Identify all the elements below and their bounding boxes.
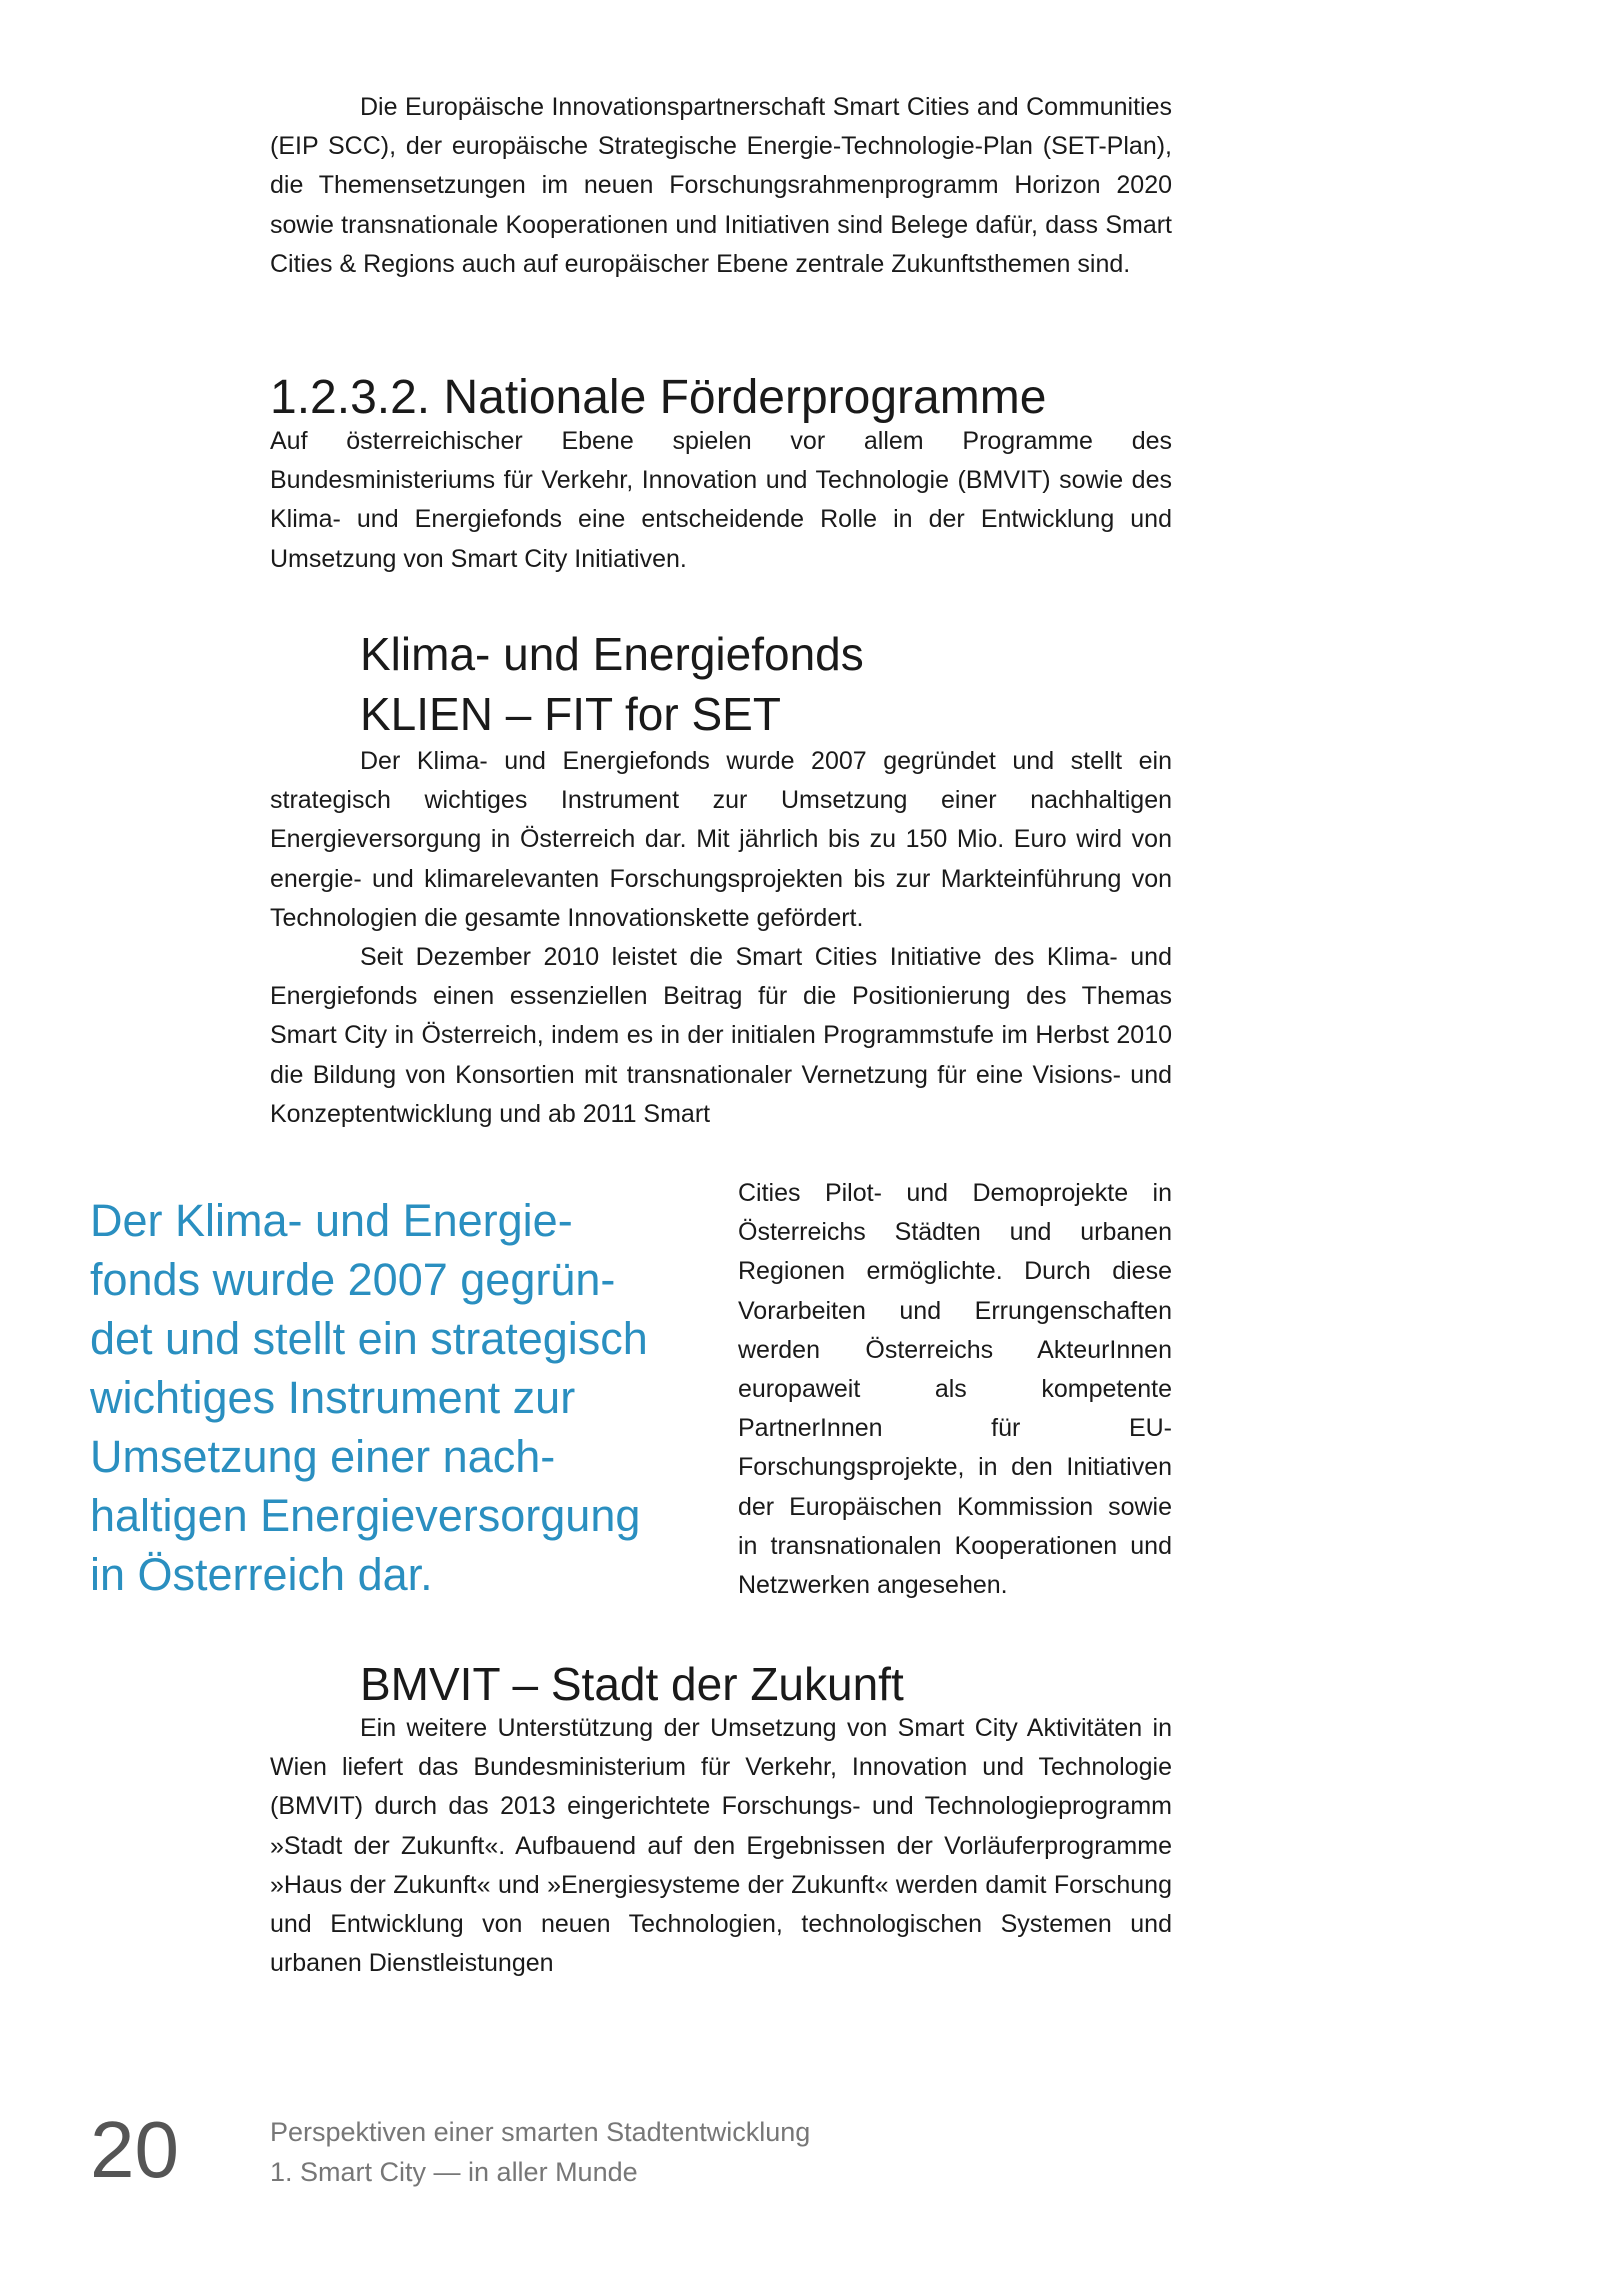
pull-quote-line: Umsetzung einer nach- bbox=[90, 1431, 556, 1482]
pull-quote-line: fonds wurde 2007 gegrün- bbox=[90, 1254, 616, 1305]
section-heading: 1.2.3.2. Nationale Förderprogramme bbox=[270, 371, 1047, 424]
bmvit-heading: BMVIT – Stadt der Zukunft bbox=[360, 1658, 904, 1710]
pull-quote-line: haltigen Energieversorgung bbox=[90, 1490, 641, 1541]
intro-paragraph: Die Europäische Innovationspartnerschaft Smart Cities and Communities (EIP SCC), der europäische Strategische Energie-Technologie-Plan (SET-Plan), die Themensetzungen im neuen Forschungsrahmenprogramm Horizon 2020 sowie transnationale Kooperationen und Initiativen sind Belege dafür, dass Smart Cities & Regions auch auf europäischer Ebene zentrale Zukunftsthemen sind. bbox=[270, 93, 1172, 278]
pull-quote bbox=[90, 1191, 710, 1604]
bmvit-paragraph: Ein weitere Unterstützung der Umsetzung von Smart City Aktivitäten in Wien liefert das Bundesministerium für Verkehr, Innovation und Technologie (BMVIT) durch das 2013 eingerichtete Forschungs- und Technologieprogramm »Stadt der Zukunft«. Aufbauend auf den Ergebnissen der Vorläuferprogramme »Haus der Zukunft« und »Energiesysteme der Zukunft« werden damit Forschung und Entwicklung von neuen Technologien, technologischen Systemen und urbanen Dienstleistungen bbox=[270, 1714, 1172, 1978]
klien-paragraph-2: Seit Dezember 2010 leistet die Smart Cities Initiative des Klima- und Energiefonds einen essenziellen Beitrag für die Positionierung des Themas Smart City in Österreich, indem es in der initialen Programmstufe im Herbst 2010 die Bildung von Konsortien mit transnationaler Vernetzung für eine Visions- und Konzeptentwicklung und ab 2011 Smart bbox=[270, 943, 1172, 1128]
klien-paragraph-1: Der Klima- und Energiefonds wurde 2007 gegründet und stellt ein strategisch wichtiges Instrument zur Umsetzung einer nachhaltigen Energieversorgung in Österreich dar. Mit jährlich bis zu 150 Mio. Euro wird von energie- und klimarelevanten Forschungsprojekten bis zur Markteinführung von Technologien die gesamte Innovationskette gefördert. bbox=[270, 747, 1172, 932]
pull-quote-line: det und stellt ein strategisch bbox=[90, 1313, 648, 1364]
running-footer bbox=[270, 2112, 810, 2192]
pull-quote-line: in Österreich dar. bbox=[90, 1549, 433, 1600]
klien-heading bbox=[360, 624, 864, 744]
page-number: 20 bbox=[90, 2105, 179, 2194]
bmvit-block bbox=[270, 1709, 1172, 1983]
klien-paragraph-2-continued: Cities Pilot- und Demoprojekte in Österreichs Städten und urbanen Regionen ermöglichte. Durch diese Vorarbeiten und Errungenschaften werden Österreichs AkteurInnen europaweit als kompetente PartnerInnen für EU-Forschungsprojekte, in den Initiativen der Europäischen Kommission sowie in transnationalen Kooperationen und Netzwerken angesehen. bbox=[738, 1179, 1172, 1600]
klien-block bbox=[270, 742, 1172, 1134]
intro-block bbox=[270, 88, 1172, 284]
pull-quote-line: wichtiges Instrument zur bbox=[90, 1372, 576, 1423]
pull-quote-line: Der Klima- und Energie- bbox=[90, 1195, 573, 1246]
klien-heading-line1: Klima- und Energiefonds bbox=[360, 628, 864, 680]
section-block bbox=[270, 422, 1172, 579]
section-paragraph: Auf österreichischer Ebene spielen vor allem Programme des Bundesministeriums für Verkehr, Innovation und Technologie (BMVIT) sowie des Klima- und Energiefonds eine entscheidende Rolle in der Entwicklung und Umsetzung von Smart City Initiativen. bbox=[270, 427, 1172, 573]
klien-heading-line2: KLIEN – FIT for SET bbox=[360, 688, 781, 740]
footer-book-title: Perspektiven einer smarten Stadtentwicklung bbox=[270, 2117, 811, 2147]
footer-chapter-title: 1. Smart City — in aller Munde bbox=[270, 2157, 638, 2187]
